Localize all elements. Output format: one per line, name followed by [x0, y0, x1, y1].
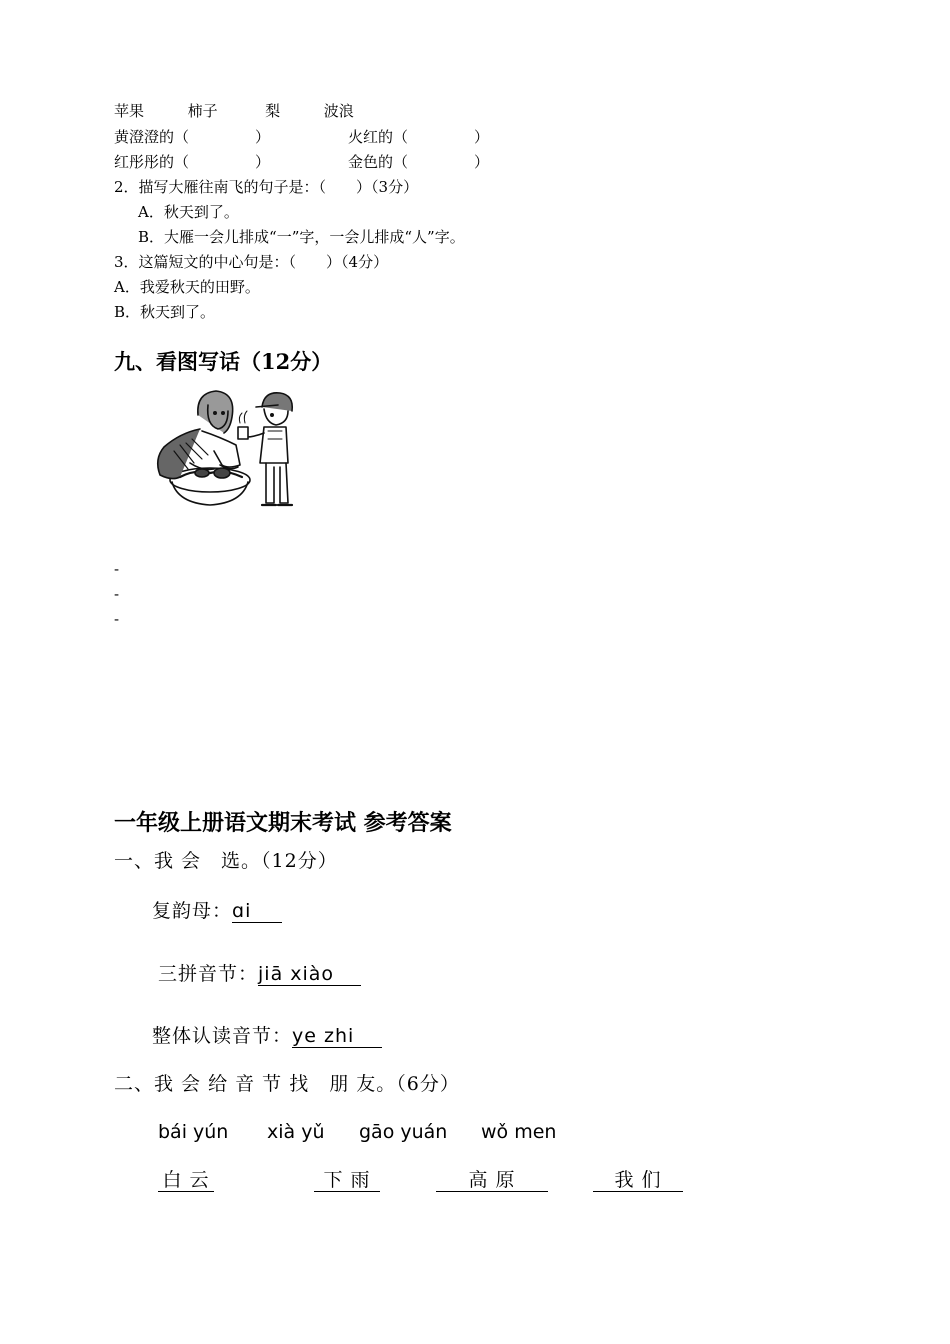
fill-label: 金色的（: [348, 153, 409, 171]
question-3: 3．这篇短文的中心句是：（ ）（4分）: [114, 253, 389, 271]
hanzi-item: [314, 1169, 380, 1192]
writing-line[interactable]: -: [114, 610, 120, 628]
answer-key-title: 一年级上册语文期末考试 参考答案: [114, 810, 452, 836]
answer-item: [158, 959, 361, 986]
fill-close: ）: [474, 153, 490, 171]
question-2-option-a: A．秋天到了。: [138, 203, 239, 221]
fill-row: [114, 151, 270, 172]
fill-close: ）: [255, 128, 271, 146]
hanzi-text: 白 云: [158, 1169, 214, 1192]
word-bank-item: 柿子: [187, 102, 218, 120]
word-bank: [114, 100, 354, 121]
hanzi-item: [158, 1169, 214, 1192]
picture-illustration: [150, 385, 310, 520]
answer-item: [152, 896, 282, 923]
answer-part-2-title: 二、我 会 给 音 节 找 朋 友。（6分）: [114, 1073, 460, 1095]
word-bank-item: 苹果: [114, 102, 145, 120]
pinyin-item: xià yǔ: [267, 1121, 325, 1143]
answer-item: [152, 1021, 382, 1048]
answer-item-value: jiā xiào: [258, 963, 361, 986]
section-title: 九、看图写话（12分）: [114, 349, 333, 374]
fill-label: 红彤彤的（: [114, 153, 190, 171]
hanzi-item: [436, 1169, 548, 1192]
fill-row: [348, 126, 489, 147]
hanzi-text: 我 们: [593, 1169, 683, 1192]
pinyin-item: gāo yuán: [359, 1121, 448, 1143]
fill-close: ）: [474, 128, 490, 146]
question-2: 2．描写大雁往南飞的句子是：（ ）（3分）: [114, 178, 419, 196]
answer-item-label: 复韵母：: [152, 900, 233, 922]
question-2-option-b: B．大雁一会儿排成“一”字，一会儿排成“人”字。: [138, 228, 465, 246]
writing-line[interactable]: -: [114, 585, 120, 603]
hanzi-item: [593, 1169, 683, 1192]
answer-item-value: ye zhi: [292, 1025, 382, 1048]
hanzi-text: 下 雨: [314, 1169, 380, 1192]
fill-row: [348, 151, 489, 172]
pinyin-item: bái yún: [158, 1121, 229, 1143]
writing-line[interactable]: -: [114, 560, 120, 578]
word-bank-item: 波浪: [323, 102, 354, 120]
hanzi-text: 高 原: [436, 1169, 548, 1192]
fill-row: [114, 126, 270, 147]
answer-part-1-title: 一、我 会 选。（12分）: [114, 850, 338, 872]
fill-label: 黄澄澄的（: [114, 128, 190, 146]
word-bank-item: 梨: [265, 102, 281, 120]
mother-child-washing-illustration: [150, 385, 310, 520]
pinyin-item: wǒ men: [481, 1121, 557, 1143]
question-3-option-b: B．秋天到了。: [114, 303, 216, 321]
fill-close: ）: [255, 153, 271, 171]
answer-item-value: ɑi: [232, 900, 282, 923]
answer-item-label: 整体认读音节：: [152, 1025, 293, 1047]
answer-item-label: 三拼音节：: [158, 963, 259, 985]
fill-label: 火红的（: [348, 128, 409, 146]
question-3-option-a: A．我爱秋天的田野。: [114, 278, 260, 296]
